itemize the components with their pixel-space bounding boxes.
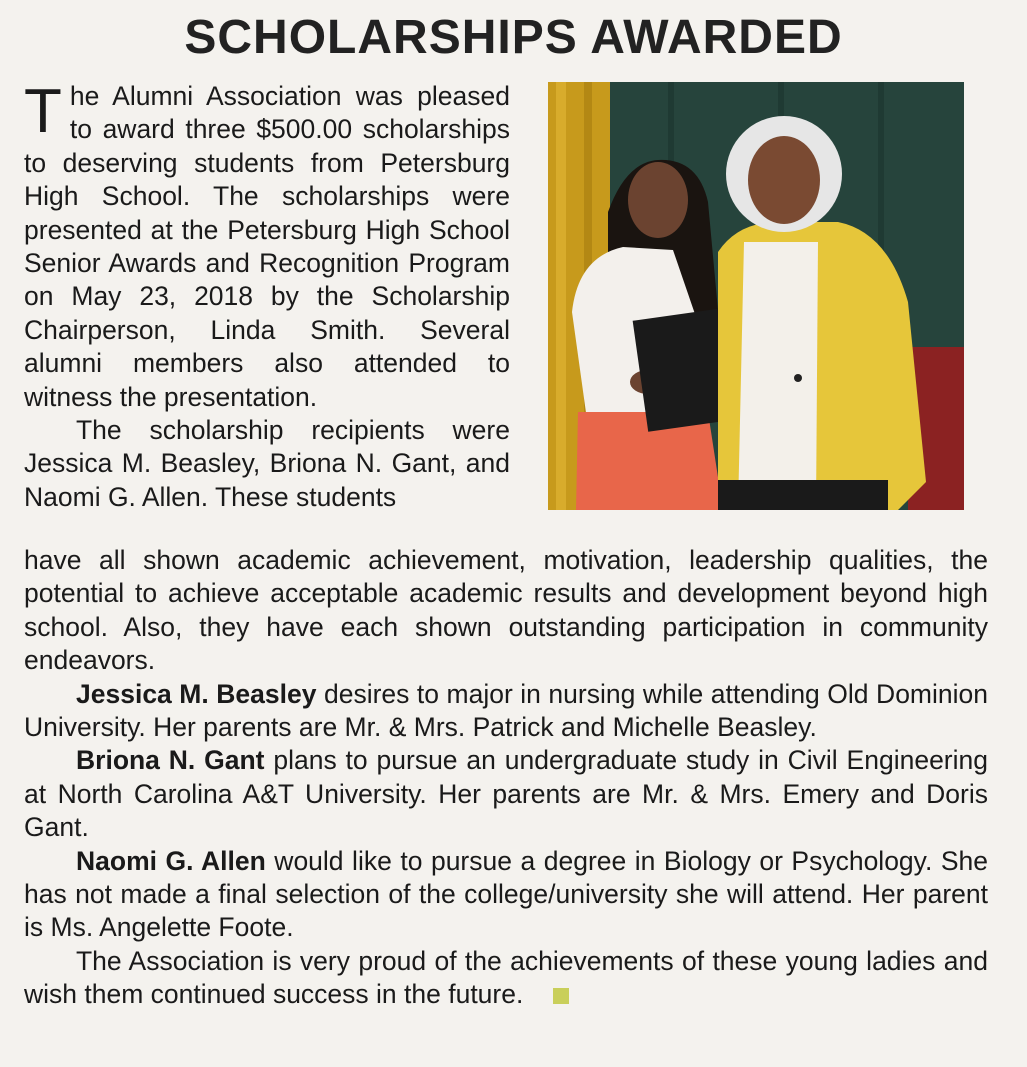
article-column-top bbox=[24, 77, 510, 514]
paragraph-3 bbox=[24, 678, 988, 745]
paragraph-4-text: plans to pursue an undergraduate study in Civil Engineering at North Carolina A&T University. Her parents are Mr. & Mrs. Emery and Doris Gant. bbox=[24, 745, 988, 843]
recipient-name-beasley: Jessica M. Beasley bbox=[76, 678, 317, 709]
paragraph-1 bbox=[24, 77, 510, 414]
award-photo bbox=[548, 82, 964, 510]
paragraph-3-text: desires to major in nursing while attending Old Dominion University. Her parents are Mr. & Mrs. Patrick and Michelle Beasley. bbox=[24, 678, 988, 743]
paragraph-6 bbox=[24, 945, 988, 1012]
article-column-wide bbox=[24, 544, 988, 1012]
paragraph-1-text: he Alumni Association was pleased to award three $500.00 scholarships to deserving students from Petersburg High School. The scholarships were presented at the Petersburg High School Senior Awards and Recognition Program on May 23, 2018 by the Scholarship Chairperson, Linda Smith. Several alumni members also attended to witness the presentation. bbox=[24, 81, 510, 412]
paragraph-2-rest: have all shown academic achievement, motivation, leadership qualities, the potential to achieve acceptable academic results and development beyond high school. Also, they have each shown outstanding participation in community endeavors. bbox=[24, 545, 988, 676]
drop-cap: T bbox=[24, 77, 62, 146]
headline: SCHOLARSHIPS AWARDED bbox=[184, 11, 843, 64]
award-photo-illustration bbox=[548, 82, 964, 510]
paragraph-4 bbox=[24, 744, 988, 844]
end-mark-icon bbox=[553, 988, 569, 1004]
paragraph-6-text: The Association is very proud of the achievements of these young ladies and wish them continued success in the future. bbox=[24, 945, 988, 1010]
paragraph-5-text: would like to pursue a degree in Biology or Psychology. She has not made a final selection of the college/university she will attend. Her parent is Ms. Angelette Foote. bbox=[24, 845, 988, 943]
recipient-name-gant: Briona N. Gant bbox=[76, 745, 265, 776]
recipient-name-allen: Naomi G. Allen bbox=[76, 845, 266, 876]
paragraph-5 bbox=[24, 845, 988, 945]
paragraph-2-top: The scholarship recipients were Jessica M. Beasley, Briona N. Gant, and Naomi G. Allen. These students bbox=[24, 415, 510, 512]
